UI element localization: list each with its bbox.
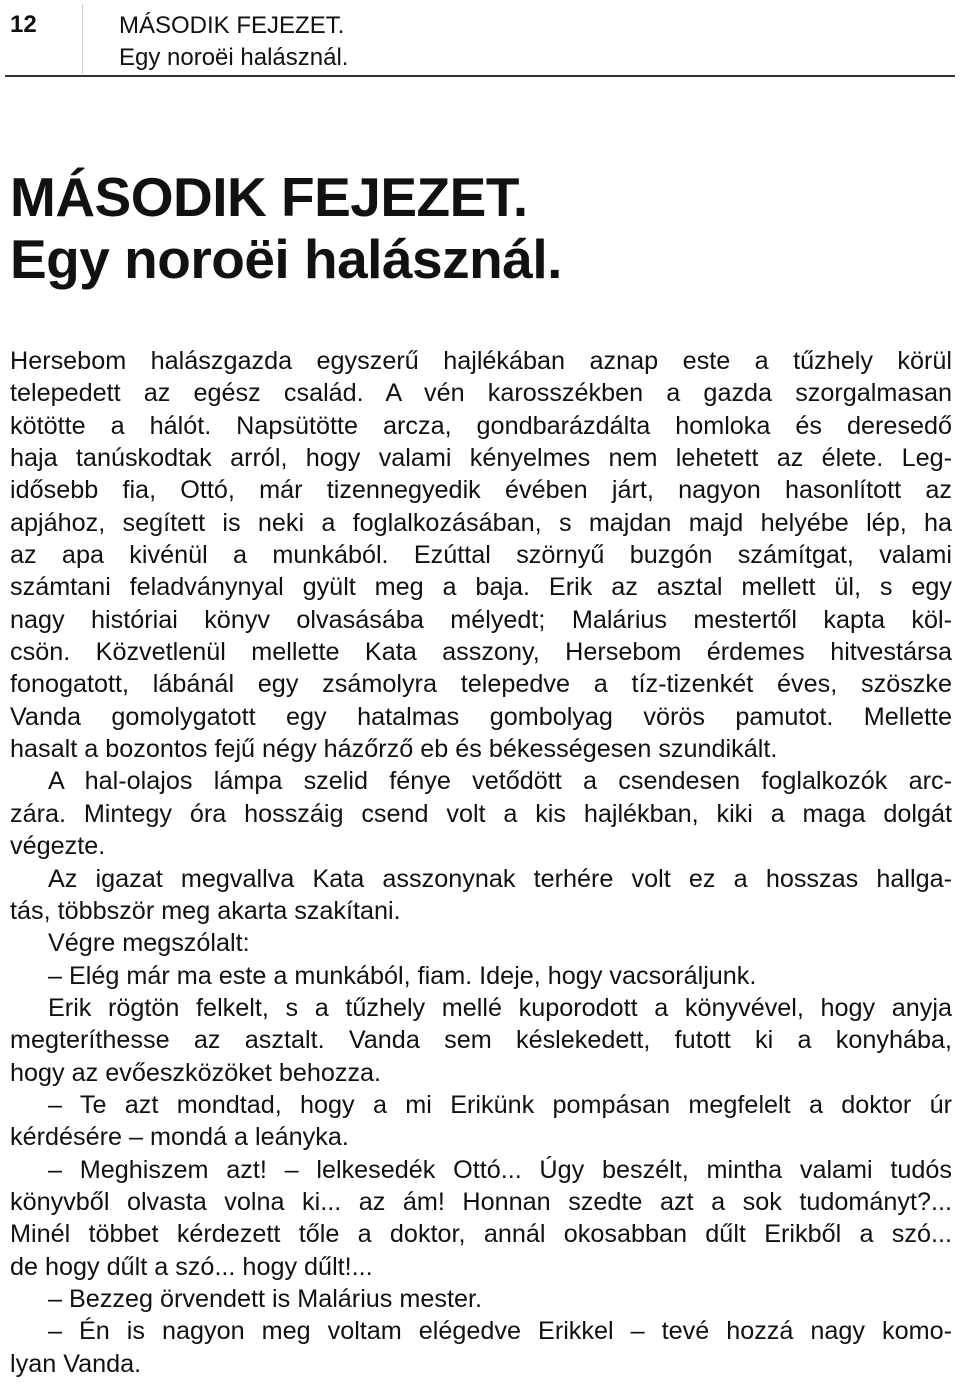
text-line: hasalt a bozontos fejű négy házőrző eb és békességesen szundikált. — [10, 735, 778, 764]
text-line: A hal-olajos lámpa szelid fénye vetődött a csendesen foglalkozók arc- — [48, 767, 952, 796]
text-line: zára. Mintegy óra hosszáig csend volt a kis hajlékban, kiki a maga dolgát — [10, 799, 952, 828]
running-header — [0, 0, 960, 77]
page-number: 12 — [10, 11, 37, 38]
text-line: idősebb fia, Ottó, már tizennegyedik évében járt, nagyon hasonlított az — [10, 476, 952, 505]
text-line: Vanda gomolygatott egy hatalmas gombolyag vörös pamutot. Mellette — [10, 702, 952, 731]
text-line: Hersebom halászgazda egyszerű hajlékában aznap este a tűzhely körül — [10, 347, 952, 375]
text-line: – Bezzeg örvendett is Malárius mester. — [48, 1284, 482, 1313]
running-title-chapter: MÁSODIK FEJEZET. — [119, 12, 345, 39]
text-line: kérdésére – mondá a leányka. — [10, 1123, 349, 1152]
text-line: lyan Vanda. — [10, 1349, 142, 1378]
text-line: fonogatott, lábánál egy zsámolyra telepedve a tíz-tizenkét éves, szöszke — [10, 670, 952, 699]
text-line: – Elég már ma este a munkából, fiam. Ideje, hogy vacsoráljunk. — [48, 961, 757, 990]
text-line: apjához, segített is neki a foglalkozásában, s majdan majd helyébe lép, ha — [10, 508, 952, 537]
chapter-heading-line-1: MÁSODIK FEJEZET. — [10, 166, 528, 228]
text-line: Végre megszólalt: — [48, 929, 250, 958]
text-line: – Te azt mondtad, hogy a mi Erikünk pompásan megfelelt a doktor úr — [48, 1090, 952, 1119]
chapter-heading-line-2: Egy noroëi halásznál. — [10, 228, 562, 290]
running-title-subtitle: Egy noroëi halásznál. — [119, 44, 349, 71]
text-line: csön. Közvetlenül mellette Kata asszony, Hersebom érdemes hitvestársa — [10, 638, 952, 667]
text-line: Erik rögtön felkelt, s a tűzhely mellé kuporodott a könyvével, hogy anyja — [48, 993, 952, 1022]
text-line: tás, többször meg akarta szakítani. — [10, 896, 401, 925]
text-line: Minél többet kérdezett tőle a doktor, annál okosabban dűlt Erikből a szó... — [10, 1220, 952, 1249]
body-text — [10, 345, 952, 1380]
text-line: számtani feladványnyal gyült meg a baja. Erik az asztal mellett ül, s egy — [10, 573, 952, 602]
header-divider — [82, 4, 83, 74]
text-line: Az igazat megvallva Kata asszonynak terhére volt ez a hosszas hallga- — [48, 864, 952, 893]
text-line: kötötte a hálót. Napsütötte arcza, gondbarázdálta homloka és deresedő — [10, 411, 952, 440]
text-line: hogy az evőeszközöket behozza. — [10, 1058, 382, 1087]
running-title — [119, 10, 348, 74]
text-line: de hogy dűlt a szó... hogy dűlt!... — [10, 1252, 373, 1281]
text-line: haja tanúskodtak arról, hogy valami kényelmes nem lehetett az élete. Leg- — [10, 444, 952, 473]
text-line: végezte. — [10, 832, 106, 861]
text-line: az apa kivénül a munkából. Ezúttal szörnyű buzgón számítgat, valami — [10, 541, 952, 570]
text-line: megteríthesse az asztalt. Vanda sem késlekedett, futott ki a konyhába, — [10, 1026, 952, 1055]
header-rule — [5, 75, 955, 77]
text-line: könyvből olvasta volna ki... az ám! Honnan szedte azt a sok tudományt?... — [10, 1187, 952, 1216]
text-line: nagy históriai könyv olvasásába mélyedt; Malárius mestertől kapta köl- — [10, 605, 952, 634]
text-line: – Én is nagyon meg voltam elégedve Erikkel – tevé hozzá nagy komo- — [48, 1317, 952, 1346]
text-line: – Meghiszem azt! – lelkesedék Ottó... Úgy beszélt, mintha valami tudós — [48, 1155, 952, 1184]
text-line: telepedett az egész család. A vén karosszékben a gazda szorgalmasan — [10, 379, 952, 408]
chapter-heading — [10, 166, 562, 290]
